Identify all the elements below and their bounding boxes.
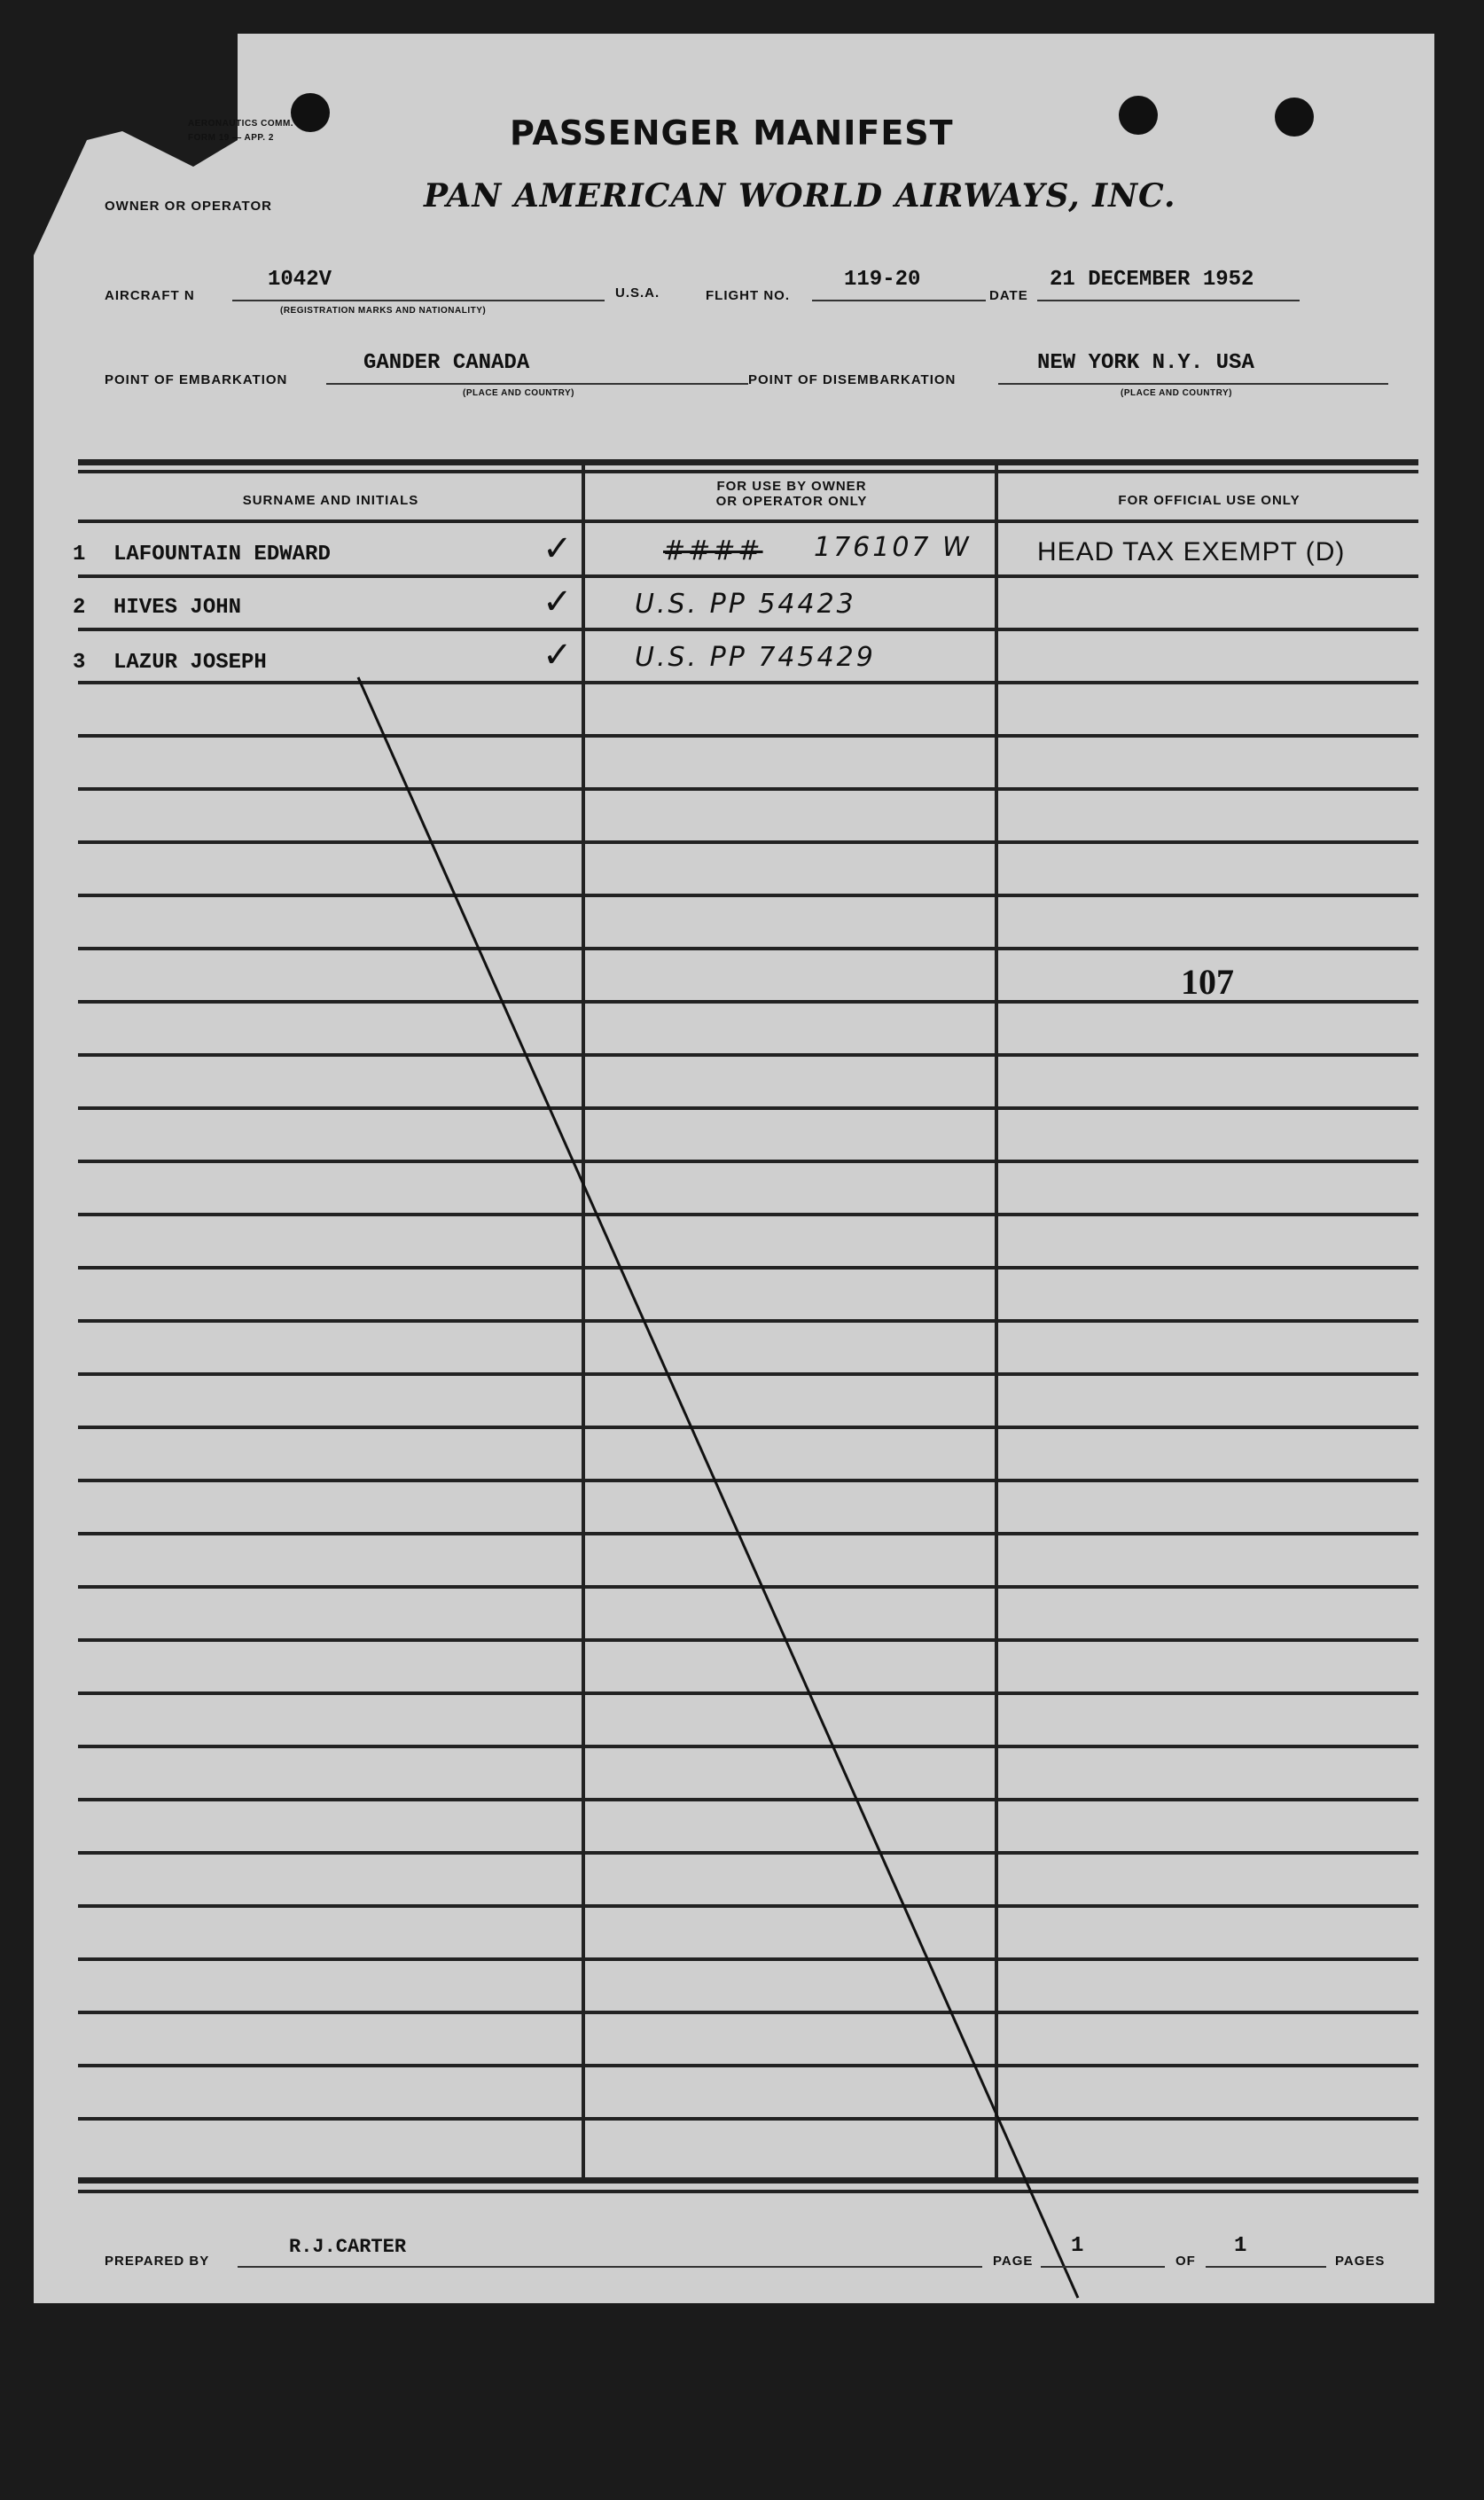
passenger-row-number: 2 xyxy=(73,596,86,620)
disembarkation-value: NEW YORK N.Y. USA xyxy=(1037,351,1254,375)
disembarkation-label: POINT OF DISEMBARKATION xyxy=(748,372,957,387)
column-header-owner-use-2: OR OPERATOR ONLY xyxy=(715,494,868,509)
passenger-owner-note: U.S. PP 54423 xyxy=(635,589,856,620)
aircraft-label: AIRCRAFT N xyxy=(105,288,195,303)
passenger-owner-note: U.S. PP 745429 xyxy=(635,642,876,673)
of-label: OF xyxy=(1175,2254,1196,2269)
embarkation-value: GANDER CANADA xyxy=(363,351,530,375)
column-header-surname: SURNAME AND INITIALS xyxy=(242,493,419,508)
stamp-number: 107 xyxy=(1181,962,1234,1002)
date-label: DATE xyxy=(989,288,1028,303)
prepared-by-value: R.J.CARTER xyxy=(289,2236,407,2258)
aircraft-value: 1042V xyxy=(268,268,332,292)
form-reference-line2: FORM 19 — APP. 2 xyxy=(188,133,274,143)
of-field-line xyxy=(1206,2266,1326,2268)
passenger-name: LAFOUNTAIN EDWARD xyxy=(113,543,331,566)
passenger-checkmark: ✓ xyxy=(543,582,573,622)
page-label: PAGE xyxy=(993,2254,1034,2269)
prepared-by-field-line xyxy=(238,2266,982,2268)
owner-value: PAN AMERICAN WORLD AIRWAYS, INC. xyxy=(424,177,1176,215)
owner-label: OWNER OR OPERATOR xyxy=(105,199,272,214)
aircraft-sublabel: (REGISTRATION MARKS AND NATIONALITY) xyxy=(280,306,487,316)
passenger-checkmark: ✓ xyxy=(543,528,573,569)
page-title: PASSENGER MANIFEST xyxy=(510,113,954,152)
flight-number-value: 119-20 xyxy=(844,268,921,292)
disembarkation-sublabel: (PLACE AND COUNTRY) xyxy=(1121,388,1232,398)
passenger-owner-note: 176107 W xyxy=(814,532,972,563)
passenger-name: HIVES JOHN xyxy=(113,596,242,620)
flight-number-label: FLIGHT NO. xyxy=(706,288,790,303)
passenger-row-number: 3 xyxy=(73,651,86,675)
column-header-official: FOR OFFICIAL USE ONLY xyxy=(1118,493,1300,508)
passenger-name: LAZUR JOSEPH xyxy=(113,651,267,675)
pages-label: PAGES xyxy=(1335,2254,1386,2269)
column-header-owner-use-1: FOR USE BY OWNER xyxy=(716,479,867,494)
passenger-checkmark: ✓ xyxy=(543,635,573,676)
passenger-row-number: 1 xyxy=(73,543,86,566)
page-field-line xyxy=(1041,2266,1165,2268)
passenger-struck-note: #### xyxy=(663,535,763,566)
date-value: 21 DECEMBER 1952 xyxy=(1050,268,1254,292)
form-reference-line1: AERONAUTICS COMM. xyxy=(188,119,294,129)
page-value: 1 xyxy=(1071,2234,1084,2258)
country-label: U.S.A. xyxy=(615,285,660,301)
prepared-by-label: PREPARED BY xyxy=(105,2254,210,2269)
embarkation-sublabel: (PLACE AND COUNTRY) xyxy=(463,388,574,398)
embarkation-label: POINT OF EMBARKATION xyxy=(105,372,288,387)
passenger-official-note: HEAD TAX EXEMPT (D) xyxy=(1037,537,1346,566)
of-value: 1 xyxy=(1234,2234,1247,2258)
